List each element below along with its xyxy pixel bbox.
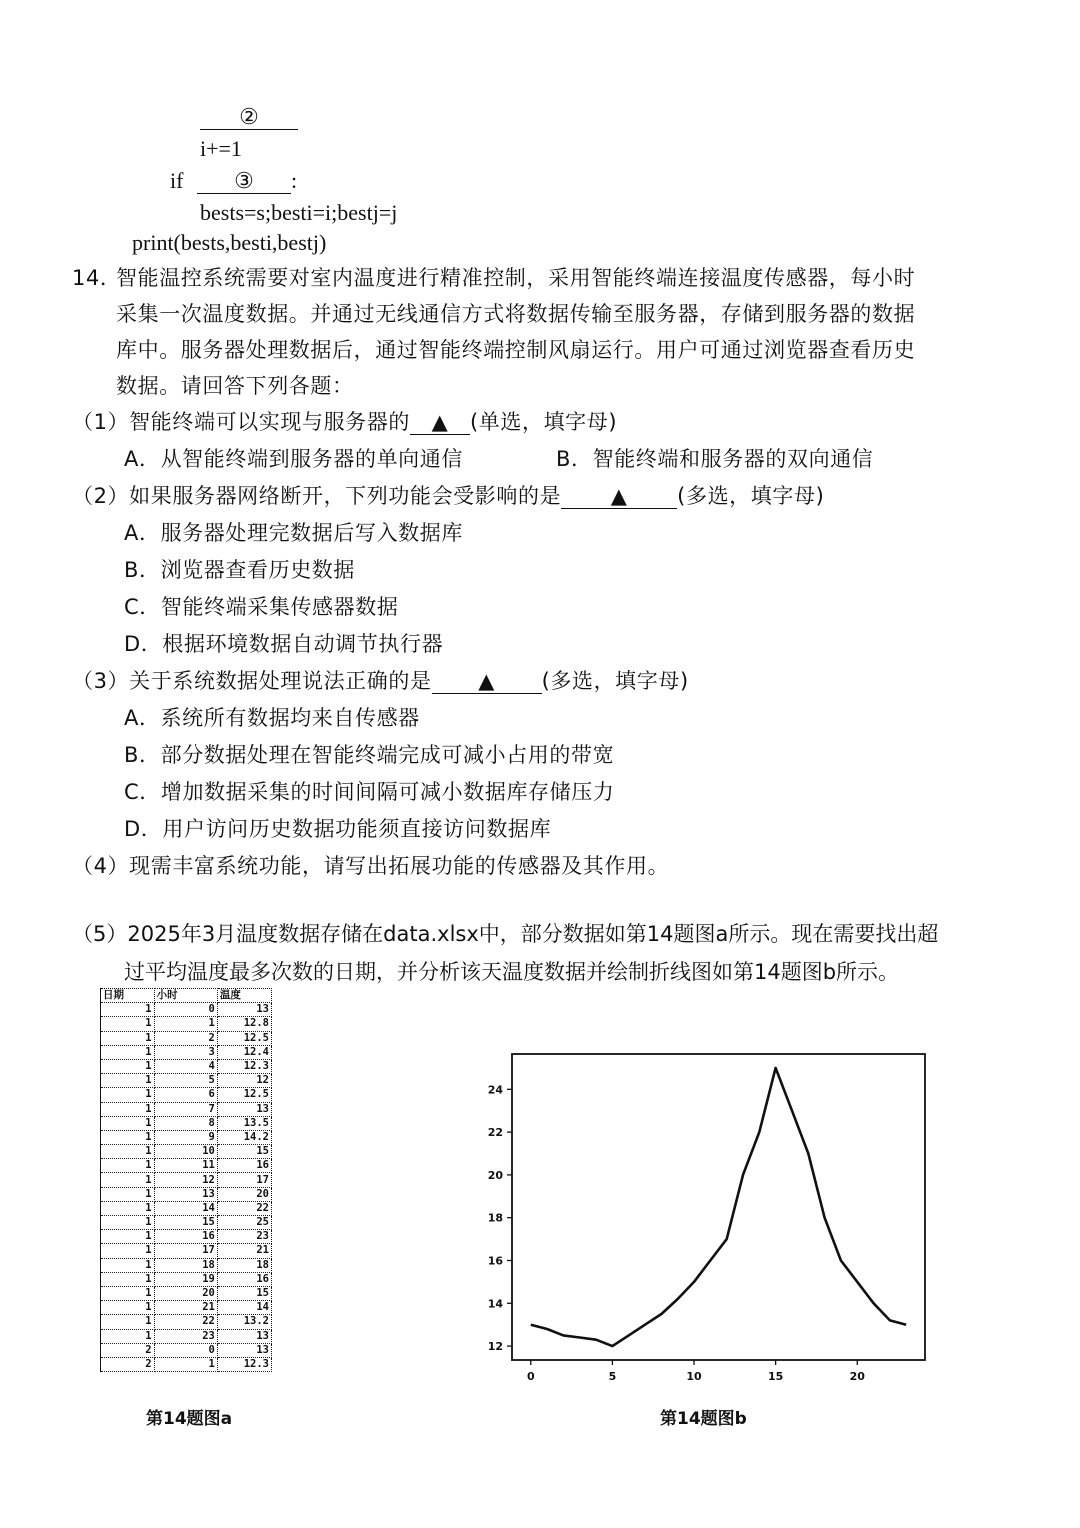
cell-temp: 16 [217, 1159, 271, 1173]
cell-hour: 12 [154, 1173, 217, 1187]
spreadsheet-row [101, 1059, 272, 1073]
q2-option-d: D．根据环境数据自动调节执行器 [124, 632, 444, 656]
cell-date: 1 [101, 1116, 155, 1130]
code-blank-2 [200, 104, 298, 130]
spreadsheet-row [101, 1230, 272, 1244]
y-tick-label: 22 [487, 1126, 503, 1140]
spreadsheet-row [101, 1329, 272, 1343]
code-if-line [170, 168, 297, 194]
cell-hour: 17 [154, 1244, 217, 1258]
q5-text-1: 2025年3月温度数据存储在data.xlsx中，部分数据如第14题图a所示。现在需要找出超 [127, 922, 939, 946]
cell-date: 1 [101, 1201, 155, 1215]
q3-suffix: (多选，填字母) [541, 669, 689, 693]
cell-hour: 2 [154, 1031, 217, 1045]
spreadsheet-row [101, 1187, 272, 1201]
cell-temp: 13.2 [217, 1315, 271, 1329]
if-keyword: if [170, 168, 184, 193]
cell-hour: 23 [154, 1329, 217, 1343]
cell-date: 1 [101, 1272, 155, 1286]
cell-date: 1 [101, 1003, 155, 1017]
y-tick-label: 16 [487, 1254, 503, 1268]
q2-suffix: (多选，填字母) [677, 484, 825, 508]
y-tick-label: 18 [487, 1211, 503, 1225]
cell-date: 1 [101, 1130, 155, 1144]
spreadsheet-row [101, 1272, 272, 1286]
y-tick-label: 14 [487, 1297, 503, 1311]
cell-hour: 3 [154, 1045, 217, 1059]
header-hour: 小时 [154, 989, 217, 1003]
spreadsheet-row [101, 1201, 272, 1215]
cell-hour: 10 [154, 1145, 217, 1159]
cell-hour: 22 [154, 1315, 217, 1329]
q3-line [72, 665, 689, 695]
cell-date: 1 [101, 1244, 155, 1258]
caption-figure-b: 第14题图b [660, 1409, 747, 1429]
spreadsheet-row [101, 1244, 272, 1258]
cell-temp: 23 [217, 1230, 271, 1244]
cell-date: 1 [101, 1059, 155, 1073]
spreadsheet-row [101, 1258, 272, 1272]
stem-line-3: 库中。服务器处理数据后，通过智能终端控制风扇运行。用户可通过浏览器查看历史 [116, 338, 916, 362]
cell-temp: 13 [217, 1329, 271, 1343]
q1-option-b: B．智能终端和服务器的双向通信 [556, 447, 874, 471]
x-tick-label: 0 [526, 1370, 535, 1383]
cell-hour: 11 [154, 1159, 217, 1173]
spreadsheet-row [101, 1301, 272, 1315]
spreadsheet-row [101, 1003, 272, 1017]
header-date: 日期 [101, 989, 155, 1003]
cell-temp: 13 [217, 1343, 271, 1357]
q1-option-a: A．从智能终端到服务器的单向通信 [124, 447, 463, 471]
cell-date: 1 [101, 1017, 155, 1031]
q1-label: （1） [72, 410, 130, 434]
code-print-line: print(bests,besti,bestj) [132, 230, 327, 255]
q2-option-b: B．浏览器查看历史数据 [124, 558, 356, 582]
cell-date: 1 [101, 1230, 155, 1244]
cell-hour: 8 [154, 1116, 217, 1130]
cell-temp: 18 [217, 1258, 271, 1272]
spreadsheet-row [101, 1173, 272, 1187]
cell-hour: 14 [154, 1201, 217, 1215]
cell-date: 2 [101, 1343, 155, 1357]
q3-answer-blank[interactable]: ▲ [432, 669, 542, 694]
q1-line [72, 406, 617, 436]
code-assign-line: bests=s;besti=i;bestj=j [200, 200, 398, 225]
cell-temp: 16 [217, 1272, 271, 1286]
stem-line-1: 智能温控系统需要对室内温度进行精准控制，采用智能终端连接温度传感器，每小时 [116, 266, 916, 290]
y-tick-label: 24 [487, 1083, 503, 1097]
cell-hour: 19 [154, 1272, 217, 1286]
cell-date: 1 [101, 1145, 155, 1159]
cell-temp: 14.2 [217, 1130, 271, 1144]
cell-hour: 1 [154, 1017, 217, 1031]
cell-temp: 12.5 [217, 1031, 271, 1045]
cell-date: 1 [101, 1173, 155, 1187]
caption-figure-a: 第14题图a [146, 1409, 233, 1429]
q2-label: （2） [72, 484, 130, 508]
cell-date: 1 [101, 1031, 155, 1045]
cell-date: 1 [101, 1187, 155, 1201]
cell-hour: 0 [154, 1343, 217, 1357]
cell-temp: 17 [217, 1173, 271, 1187]
spreadsheet-row [101, 1031, 272, 1045]
spreadsheet-row [101, 1216, 272, 1230]
cell-temp: 13 [217, 1102, 271, 1116]
cell-temp: 25 [217, 1216, 271, 1230]
q3-option-a: A．系统所有数据均来自传感器 [124, 706, 420, 730]
cell-temp: 12.8 [217, 1017, 271, 1031]
cell-date: 1 [101, 1159, 155, 1173]
cell-temp: 21 [217, 1244, 271, 1258]
cell-temp: 14 [217, 1301, 271, 1315]
q2-option-c: C．智能终端采集传感器数据 [124, 595, 399, 619]
q2-answer-blank[interactable]: ▲ [561, 484, 677, 509]
q1-suffix: (单选，填字母) [469, 410, 618, 434]
q5-label: （5） [72, 922, 128, 946]
spreadsheet-row [101, 1159, 272, 1173]
q5-line-1 [72, 918, 938, 948]
q3-label: （3） [72, 669, 130, 693]
spreadsheet-row [101, 1130, 272, 1144]
cell-hour: 21 [154, 1301, 217, 1315]
cell-hour: 5 [154, 1074, 217, 1088]
figure-a-spreadsheet [100, 988, 272, 1386]
stem-line-4: 数据。请回答下列各题： [116, 374, 354, 398]
cell-hour: 6 [154, 1088, 217, 1102]
cell-date: 1 [101, 1102, 155, 1116]
spreadsheet-row [101, 1074, 272, 1088]
spreadsheet-row [101, 1116, 272, 1130]
cell-temp: 15 [217, 1286, 271, 1300]
y-tick-label: 20 [487, 1168, 503, 1182]
q4-text: 现需丰富系统功能，请写出拓展功能的传感器及其作用。 [129, 854, 670, 878]
q4-label: （4） [72, 854, 130, 878]
cell-date: 2 [101, 1357, 155, 1371]
spreadsheet-header-row [101, 989, 272, 1003]
cell-temp: 12.5 [217, 1088, 271, 1102]
cell-hour: 0 [154, 1003, 217, 1017]
y-tick-label: 12 [487, 1340, 503, 1354]
q1-text: 智能终端可以实现与服务器的 [129, 410, 410, 434]
cell-temp: 12 [217, 1074, 271, 1088]
cell-temp: 13 [217, 1003, 271, 1017]
cell-date: 1 [101, 1315, 155, 1329]
blank-2: ② [200, 105, 298, 130]
x-tick-label: 10 [686, 1370, 702, 1383]
cell-hour: 13 [154, 1187, 217, 1201]
cell-hour: 7 [154, 1102, 217, 1116]
cell-date: 1 [101, 1329, 155, 1343]
cell-hour: 16 [154, 1230, 217, 1244]
spreadsheet-row [101, 1343, 272, 1357]
x-tick-label: 20 [849, 1370, 865, 1383]
q2-text: 如果服务器网络断开，下列功能会受影响的是 [129, 484, 562, 508]
q3-option-c: C．增加数据采集的时间间隔可减小数据库存储压力 [124, 780, 615, 804]
cell-date: 1 [101, 1216, 155, 1230]
x-tick-label: 15 [767, 1370, 784, 1383]
spreadsheet-row [101, 1145, 272, 1159]
q5-line-2: 过平均温度最多次数的日期，并分析该天温度数据并绘制折线图如第14题图b所示。 [124, 960, 900, 984]
spreadsheet-row [101, 1315, 272, 1329]
cell-temp: 12.4 [217, 1045, 271, 1059]
spreadsheet-row [101, 1102, 272, 1116]
cell-hour: 1 [154, 1357, 217, 1371]
spreadsheet-row [101, 1286, 272, 1300]
spreadsheet-row [101, 1045, 272, 1059]
figure-b-line-chart [470, 1040, 940, 1390]
cell-date: 1 [101, 1301, 155, 1315]
cell-hour: 15 [154, 1216, 217, 1230]
q2-option-a: A．服务器处理完数据后写入数据库 [124, 521, 463, 545]
cell-date: 1 [101, 1258, 155, 1272]
x-tick-label: 5 [608, 1370, 617, 1383]
cell-temp: 12.3 [217, 1059, 271, 1073]
q2-line [72, 480, 824, 510]
q1-answer-blank[interactable]: ▲ [410, 410, 470, 435]
q3-option-b: B．部分数据处理在智能终端完成可减小占用的带宽 [124, 743, 615, 767]
spreadsheet-row [101, 1088, 272, 1102]
cell-temp: 15 [217, 1145, 271, 1159]
cell-hour: 9 [154, 1130, 217, 1144]
cell-temp: 12.3 [217, 1357, 271, 1371]
spreadsheet-table [100, 988, 272, 1372]
question-number: 14． [72, 266, 122, 290]
cell-temp: 22 [217, 1201, 271, 1215]
q4-line [72, 850, 669, 880]
plot-frame [512, 1054, 925, 1360]
cell-hour: 18 [154, 1258, 217, 1272]
cell-date: 1 [101, 1286, 155, 1300]
cell-temp: 20 [217, 1187, 271, 1201]
cell-hour: 20 [154, 1286, 217, 1300]
cell-date: 1 [101, 1045, 155, 1059]
stem-line-2: 采集一次温度数据。并通过无线通信方式将数据传输至服务器，存储到服务器的数据 [116, 302, 916, 326]
if-colon: : [290, 168, 298, 193]
spreadsheet-row [101, 1357, 272, 1371]
spreadsheet-row [101, 1017, 272, 1031]
cell-date: 1 [101, 1074, 155, 1088]
blank-3: ③ [197, 169, 291, 194]
q3-text: 关于系统数据处理说法正确的是 [129, 669, 432, 693]
code-line-inc: i+=1 [200, 136, 242, 161]
cell-temp: 13.5 [217, 1116, 271, 1130]
cell-hour: 4 [154, 1059, 217, 1073]
cell-date: 1 [101, 1088, 155, 1102]
q3-option-d: D．用户访问历史数据功能须直接访问数据库 [124, 817, 552, 841]
header-temp: 温度 [217, 989, 271, 1003]
temperature-series-line [531, 1068, 906, 1346]
